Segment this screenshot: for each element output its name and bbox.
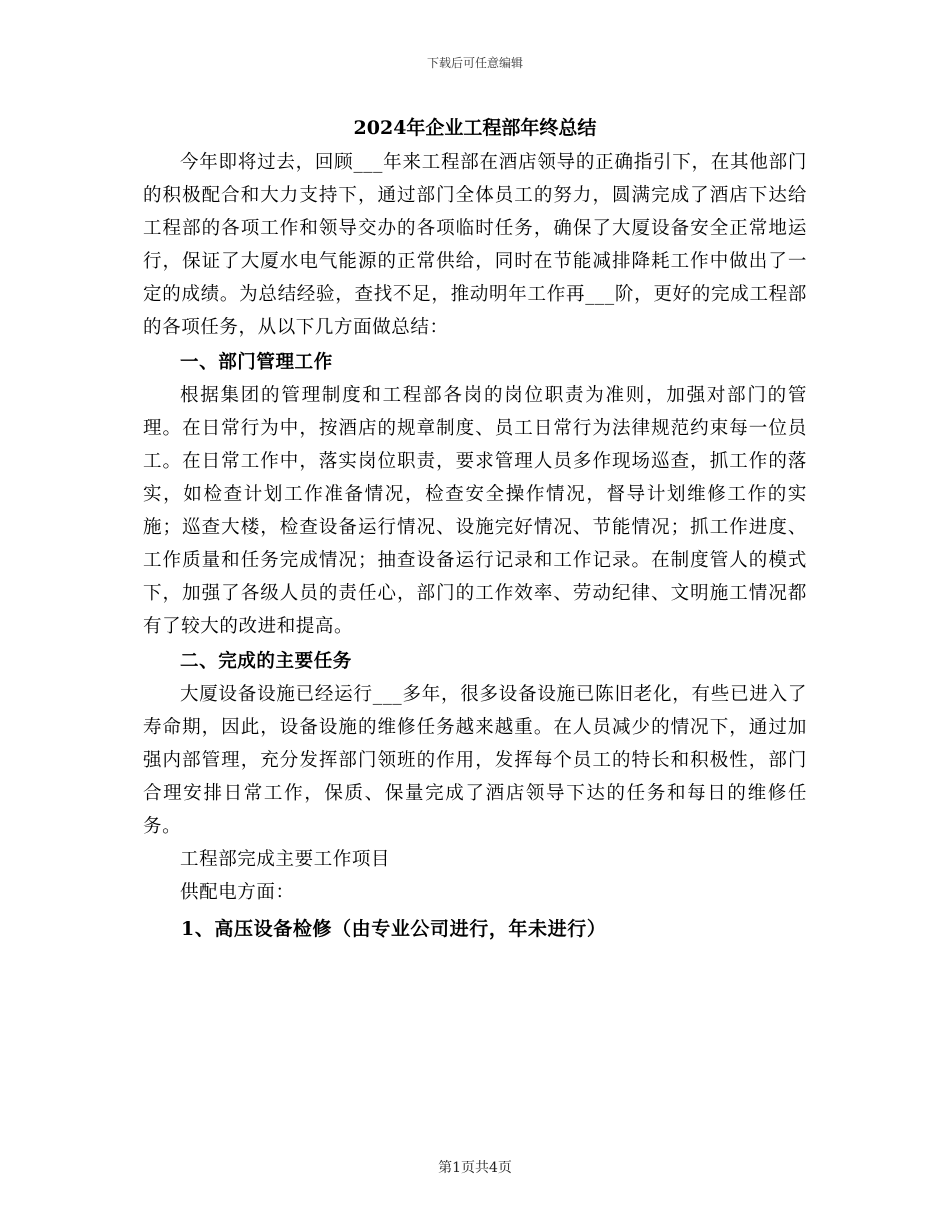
document-body: [143, 146, 807, 946]
page-number: 第1页共4页: [438, 1160, 512, 1176]
document-title: 2024年企业工程部年终总结: [353, 117, 597, 139]
intro-paragraph: 今年即将过去，回顾___年来工程部在酒店领导的正确指引下，在其他部门的积极配合和大力支持下，通过部门全体员工的努力，圆满完成了酒店下达给工程部的各项工作和领导交办的各项临时任务，确保了大厦设备安全正常地运行，保证了大厦水电气能源的正常供给，同时在节能减排降耗工作中做出了一定的成绩。为总结经验，查找不足，推动明年工作再___阶，更好的完成工程部的各项任务，从以下几方面做总结：: [143, 152, 807, 338]
management-paragraph: 根据集团的管理制度和工程部各岗的岗位职责为准则，加强对部门的管理。在日常行为中，按酒店的规章制度、员工日常行为法律规范约束每一位员工。在日常工作中，落实岗位职责，要求管理人员多作现场巡查，抓工作的落实，如检查计划工作准备情况，检查安全操作情况，督导计划维修工作的实施；巡查大楼，检查设备运行情况、设施完好情况、节能情况；抓工作进度、工作质量和任务完成情况；抽查设备运行记录和工作记录。在制度管人的模式下，加强了各级人员的责任心，部门的工作效率、劳动纪律、文明施工情况都有了较大的改进和提高。: [143, 385, 807, 637]
projects-line: 工程部完成主要工作项目: [180, 849, 391, 870]
main-tasks-paragraph: 大厦设备设施已经运行___多年，很多设备设施已陈旧老化，有些已进入了寿命期，因此，设备设施的维修任务越来越重。在人员减少的情况下，通过加强内部管理，充分发挥部门领班的作用，发挥每个员工的特长和积极性，部门合理安排日常工作，保质、保量完成了酒店领导下达的任务和每日的维修任务。: [143, 684, 807, 837]
power-supply-line: 供配电方面：: [180, 882, 295, 903]
section-heading-management: 一、部门管理工作: [180, 352, 333, 373]
subheading-high-voltage: 1、高压设备检修（由专业公司进行，年未进行）: [181, 918, 607, 940]
header-note: 下载后可任意编辑: [426, 56, 523, 70]
section-heading-main-tasks: 二、完成的主要任务: [180, 651, 352, 672]
